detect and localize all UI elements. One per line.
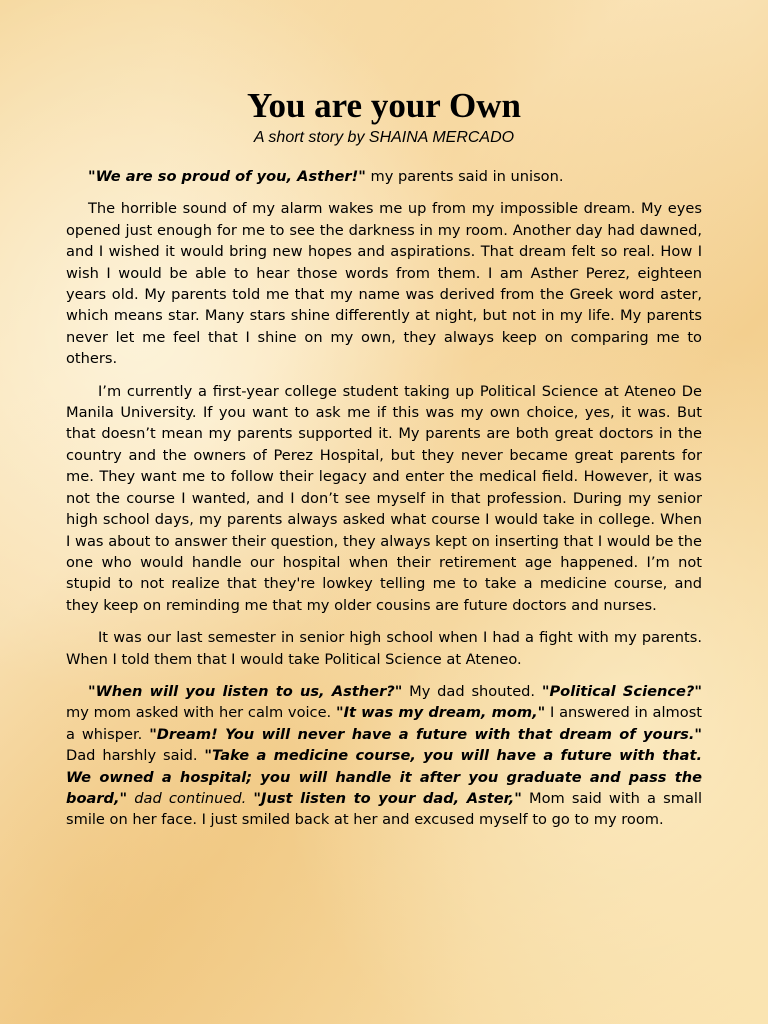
story-body — [66, 166, 702, 831]
narrative-text: I answered in almost a whisper. — [66, 704, 703, 743]
story-byline: A short story by SHAINA MERCADO — [253, 129, 515, 146]
dialogue-quote: "It was my dream, mom," — [335, 704, 546, 722]
story-paragraph — [66, 381, 702, 616]
dialogue-quote: "When will you listen to us, Asther?" — [88, 682, 403, 700]
narrative-text: It was our last semester in senior high school when I had a fight with my parents. When I told them that I would take Political Science at Ateneo. — [66, 629, 702, 668]
dialogue-quote: "We are so proud of you, Asther!" — [88, 168, 366, 185]
dialogue-quote: "Political Science?" — [541, 682, 702, 700]
story-paragraph — [66, 166, 702, 187]
story-paragraph — [66, 198, 702, 369]
narrative-text: Mom said with a small smile on her face. I just smiled back at her and excused myself to go to my room. — [66, 789, 702, 829]
narrative-text: dad continued. — [127, 789, 254, 807]
story-title: You are your Own — [247, 86, 521, 125]
dialogue-quote: "Dream! You will never have a future with that dream of yours." — [149, 725, 703, 743]
story-page — [66, 84, 702, 842]
narrative-text: Dad harshly said. — [66, 747, 205, 765]
narrative-text: I’m currently a first-year college student taking up Political Science at Ateneo De Manila University. If you want to ask me if this was my own choice, yes, it was. But that doesn’t mean my parents supported it. My parents are both great doctors in the country and the owners of Perez Hospital, but they never became great parents for me. They want me to follow their legacy and enter the medical field. However, it was not the course I wanted, and I don’t see myself in that profession. During my senior high school days, my parents always asked what course I would take in college. When I was about to answer their question, they always kept on inserting that I would be the one who would handle our hospital when their retirement age happened. I’m not stupid to not realize that they're lowkey telling me to take a medicine course, and they keep on reminding me that my older cousins are future doctors and nurses. — [66, 382, 702, 614]
narrative-text: My dad shouted. — [402, 682, 542, 700]
narrative-text: my parents said in unison. — [365, 168, 564, 185]
dialogue-quote: "Take a medicine course, you will have a future with that. We owned a hospital; you will handle it after you graduate and pass the board," — [66, 747, 702, 807]
narrative-text: The horrible sound of my alarm wakes me up from my impossible dream. My eyes opened just enough for me to see the darkness in my room. Another day had dawned, and I wished it would bring new hopes and aspirations. That dream felt so real. How I wish I would be able to hear those words from them. I am Asther Perez, eighteen years old. My parents told me that my name was derived from the Greek word aster, which means star. Many stars shine differently at night, but not in my life. My parents never let me feel that I shine on my own, they always keep on comparing me to others. — [66, 200, 702, 368]
dialogue-quote: "Just listen to your dad, Aster," — [253, 789, 522, 807]
story-paragraph — [66, 627, 702, 670]
narrative-text: my mom asked with her calm voice. — [66, 704, 336, 722]
story-paragraph — [66, 681, 702, 831]
